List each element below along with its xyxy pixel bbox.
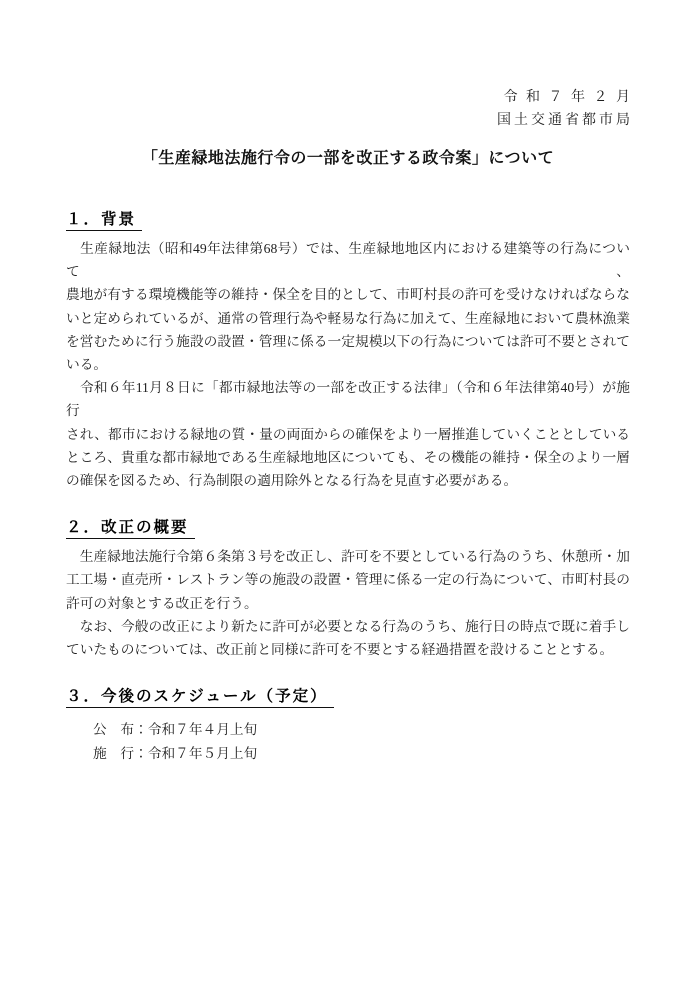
paragraph — [66, 615, 630, 661]
document-content — [0, 88, 700, 766]
body-line: 生産緑地法（昭和49年法律第68号）では、生産緑地地区内における建築等の行為について、 — [66, 241, 630, 280]
body-line: 許可の対象とする改正を行う。 — [66, 595, 258, 611]
schedule-item-promulgation: 公 布：令和７年４月上旬 — [93, 722, 258, 738]
body-line: 農地が有する環境機能等の維持・保全を目的として、市町村長の許可を受けなければならな — [66, 287, 630, 303]
section-heading: ３．今後のスケジュール（予定） — [66, 687, 334, 708]
header-organization: 国土交通省都市局 — [497, 113, 633, 128]
body-line: ていたものについては、改正前と同様に許可を不要とする経過措置を設けることとする。 — [66, 642, 614, 658]
schedule-list — [66, 718, 630, 766]
body-line: いる。 — [66, 357, 108, 373]
body-line: 令和６年11月８日に「都市緑地法等の一部を改正する法律」（令和６年法律第40号）が施行 — [66, 380, 630, 419]
section-schedule — [66, 687, 630, 766]
header-date: 令 和 ７ 年 ２ 月 — [503, 90, 633, 105]
section-background — [66, 210, 630, 492]
schedule-item-enforcement: 施 行：令和７年５月上旬 — [93, 746, 258, 762]
section-amendment-summary — [66, 518, 630, 661]
document-title: 「生産緑地法施行令の一部を改正する政令案」について — [141, 150, 555, 167]
body-line: の確保を図るため、行為制限の適用除外となる行為を見直す必要がある。 — [66, 473, 518, 489]
body-line: 生産緑地法施行令第６条第３号を改正し、許可を不要としている行為のうち、休憩所・加 — [66, 549, 630, 565]
section-heading: １．背景 — [66, 210, 142, 231]
body-line: され、都市における緑地の質・量の両面からの確保をより一層推進していくこととしている — [66, 426, 630, 442]
body-line: ところ、貴重な都市緑地である生産緑地地区についても、その機能の維持・保全のより一層 — [66, 449, 630, 465]
paragraph — [66, 545, 630, 615]
body-line: を営むために行う施設の設置・管理に係る一定規模以下の行為については許可不要とされて — [66, 333, 630, 349]
paragraph — [66, 376, 630, 492]
body-line: いと定められているが、通常の管理行為や軽易な行為に加えて、生産緑地において農林漁業 — [66, 310, 630, 326]
section-heading: ２．改正の概要 — [66, 518, 195, 539]
paragraph — [66, 237, 630, 376]
body-line: 工工場・直売所・レストラン等の施設の設置・管理に係る一定の行為について、市町村長の — [66, 572, 630, 588]
body-line: なお、今般の改正により新たに許可が必要となる行為のうち、施行日の時点で既に着手し — [66, 618, 630, 634]
